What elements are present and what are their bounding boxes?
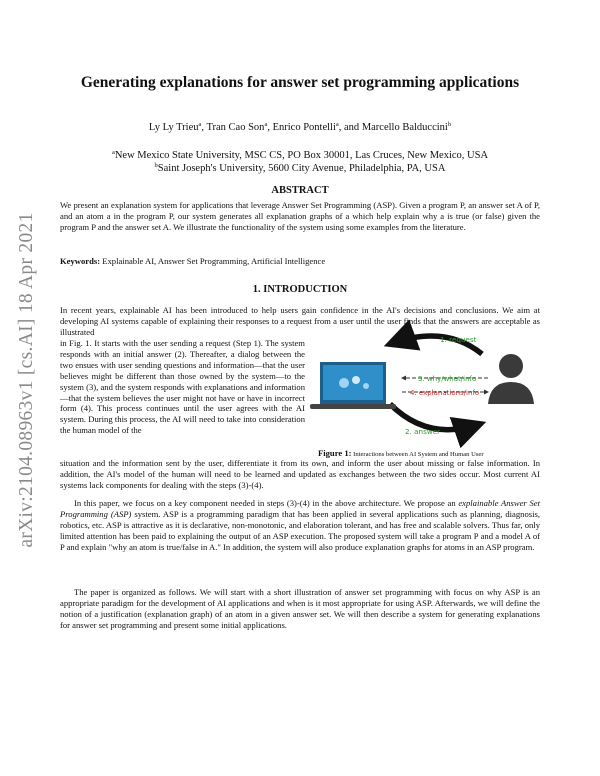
- intro-heading: 1. INTRODUCTION: [252, 284, 348, 295]
- keywords-text: Explainable AI, Answer Set Programming, Artificial Intelligence: [102, 256, 326, 266]
- step-answer-label: 2. answer: [405, 427, 441, 436]
- figure-caption: [318, 448, 484, 458]
- figure-label: Figure 1:: [318, 448, 352, 458]
- author-name: Marcello Balduccini: [361, 122, 448, 133]
- intro-paragraph-1-full: In recent years, explainable AI has been introduced to help users gain confidence in the AI's decisions and conclusions. We aim at developing AI systems capable of explaining their responses to a request from a user until the user finds that the answers are acceptable as illustrated: [60, 305, 540, 337]
- arxiv-stamp: [10, 190, 44, 570]
- intro-paragraph-1-wrap: in Fig. 1. It starts with the user sending a request (Step 1). The system responds with an initial answer (2). Thereafter, a dialog between the two ensues with user sending questions and information—that the user believes might be different than those owned by the system—to the system (3), and the system responds with explanations and information—that the system believes the user might not have or have in incorrect form (4). This process continues until the user agrees with the AI system. During this process, the AI will need to take into consideration the human model of the: [60, 338, 305, 436]
- arxiv-stamp-text: arXiv:2104.08963v1 [cs.AI] 18 Apr 2021: [16, 212, 37, 548]
- para2-end: system. ASP is a programming paradigm that has been applied in several applications such as planning, diagnosis, robotics, etc. ASP is attractive as it is declarative, non-monotonic, and elaboration tolerant, and has free and scalable solvers. Thus far, only limited attention has been paid to explaining the output of an ASP execution. The proposed system will take a program P and a model A of P and explain "why an atom is true/false in A." In addition, the system will also produce explanation graphs for atoms in an ASP program.: [60, 508, 540, 552]
- interaction-figure: [310, 302, 542, 448]
- abstract-text: We present an explanation system for applications that leverage Answer Set Programming (ASP). Given a program P, an answer set A of P, and an atom a in the program P, our system generates all explanation graphs of a which help explain why a is true (or false) given the program P and the answer set A. We illustrate the functionality of the system using some examples from the literature.: [60, 200, 540, 232]
- author-separator: ,: [201, 122, 207, 133]
- para2-emphasis: explainable Answer Set Programming (ASP): [60, 498, 540, 519]
- abstract-heading: ABSTRACT: [271, 185, 329, 196]
- author-affiliation-mark: a: [264, 121, 268, 128]
- author-name: Enrico Pontelli: [272, 122, 336, 133]
- affiliation-text: Saint Joseph's University, 5600 City Avenue, Philadelphia, PA, USA: [157, 163, 446, 174]
- step-explanation-label: 4. explanations/info: [410, 389, 480, 397]
- intro-paragraph-3: The paper is organized as follows. We will start with a short illustration of answer set programming with focus on why ASP is an appropriate paradigm for the development of AI applications and when is it most appropriate for using ASP. Afterwards, we will define the notion of a justification (explanation graph) of an atom in a given answer set. We will then describe a system for generating explanations for answer set programming and present some initial applications.: [60, 587, 540, 630]
- step-request-label: 1. request: [440, 335, 477, 344]
- step-question-label: 3. why/what/info: [418, 375, 477, 383]
- affiliation-mark: a: [111, 149, 115, 156]
- paper-title: Generating explanations for answer set programming applications: [80, 74, 520, 91]
- para2-start: In this paper, we focus on a key component needed in steps (3)-(4) in the above architecture. We propose an: [74, 498, 456, 508]
- figure-caption-text: Interactions between AI System and Human User: [353, 451, 484, 458]
- keywords-label: Keywords:: [60, 256, 101, 266]
- keywords: [60, 256, 325, 266]
- laptop-icon: [310, 362, 396, 409]
- author-affiliation-mark: a: [335, 121, 339, 128]
- author-name: Ly Ly Trieu: [148, 122, 199, 133]
- answer-arrow: [390, 404, 480, 430]
- author-separator: ,: [267, 122, 273, 133]
- affiliation-b: [60, 159, 540, 175]
- intro-paragraph-1-rest: situation and the information sent by the user, differentiate it from its own, and inform the user about missing or false information. In addition, the AI's model of the human will need to be learned and updated as exchanges between the two sides occur. Most current AI systems lack components for dealing with the steps (3)-(4).: [60, 458, 540, 490]
- person-icon: [488, 354, 534, 404]
- intro-paragraph-2: [60, 498, 540, 553]
- author-affiliation-mark: b: [447, 121, 452, 128]
- author-separator: , and: [338, 122, 362, 133]
- affiliation-text: New Mexico State University, MSC CS, PO Box 30001, Las Cruces, New Mexico, USA: [114, 150, 489, 161]
- author-name: Tran Cao Son: [206, 122, 265, 133]
- author-affiliation-mark: a: [198, 121, 202, 128]
- affiliation-mark: b: [154, 162, 158, 169]
- author-list: [60, 121, 540, 133]
